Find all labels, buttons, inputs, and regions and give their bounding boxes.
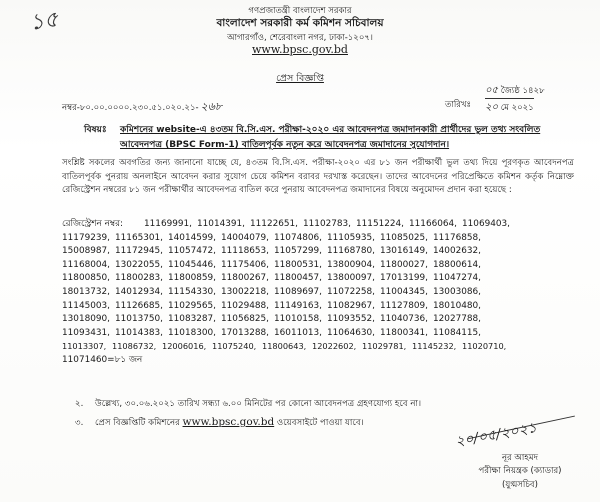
signatory-subtitle: (যুগ্মসচিব) <box>502 480 538 490</box>
memo-prefix: নম্বর-৮০.০০.০০০০.২৩০.৫১.০২০.২১- <box>62 103 199 113</box>
registration-number: 11127809, <box>380 300 428 311</box>
document-title: প্রেস বিজ্ঞপ্তি <box>276 73 324 84</box>
handwritten-serial-mark: ১৫ <box>28 7 61 36</box>
registration-number: 11082967, <box>327 300 375 311</box>
registration-row <box>62 272 577 286</box>
registration-number: 11013750, <box>115 314 163 325</box>
registration-number: 11056825, <box>221 314 269 325</box>
registration-number: 13016149, <box>380 246 428 257</box>
registration-number: 11013307, <box>62 341 107 352</box>
registration-number: 15008987, <box>62 246 110 257</box>
registration-number: 14014599, <box>168 232 216 243</box>
registration-row <box>62 300 577 314</box>
registration-number: 11145003, <box>62 300 110 311</box>
bangla-month-year: জ্যৈষ্ঠ ১৪২৮ <box>500 86 545 96</box>
registration-number: 11145232, <box>412 341 457 352</box>
registration-row <box>62 259 577 273</box>
note-number: ২. <box>75 399 84 409</box>
registration-number: 11064630, <box>327 327 375 338</box>
registration-row <box>62 340 577 354</box>
registration-number: 11014383, <box>115 327 163 338</box>
body-paragraph: সংশ্লিষ্ট সকলের অবগতির জন্য জানানো যাচ্ছে যে, ৪৩তম বি.সি.এস. পরীক্ষা-২০২০ এর ৮১ জন পরীক্ষার্থী ভুল তথ্য দিয়ে পূরণকৃত আবেদনপত্র বাতিলপূর্বক পুনরায় অনলাইনে আবেদন করার সুযোগ চেয়ে কমিশন বরাবর দরখাস্ত করেছেন। তাদের আবেদনের পরিপ্রেক্ষিতে কমিশন কর্তৃক নিম্নোক্ত রেজিস্ট্রেশন নম্বরের ৮১ জন পরীক্ষার্থীর আবেদনপত্র বাতিল করে পুনরায় আবেদনপত্র জমাদানের বিষয়ে অনুমোদন প্রদান করা হয়েছে : <box>62 158 574 196</box>
registration-number: 11165301, <box>115 232 163 243</box>
registration-number: 11175406, <box>221 259 269 270</box>
registration-number: 11093552, <box>327 314 375 325</box>
registration-number: 13800904, <box>327 259 375 270</box>
note-text: উল্লেখ্য, ৩০.০৬.২০২১ তারিখ সন্ধ্যা ৬.০০ মিনিটের পর কোনো আবেদনপত্র গ্রহণযোগ্য হবে না। <box>95 399 422 409</box>
registration-number: 11800267, <box>221 273 269 284</box>
registration-number: 11086732, <box>112 341 157 352</box>
organization-name: বাংলাদেশ সরকারী কর্ম কমিশন সচিবালয় <box>216 17 384 29</box>
registration-number: 14002632, <box>433 246 481 257</box>
registration-number: 11075240, <box>212 341 257 352</box>
registration-number: 11800643, <box>262 341 307 352</box>
english-day: ২০ <box>485 102 499 113</box>
website-link[interactable]: www.bpsc.gov.bd <box>182 416 275 428</box>
organization-address: আগারগাঁও, শেরেবাংলা নগর, ঢাকা-১২০৭। <box>227 33 373 43</box>
registration-total-row: 11071460=৮১ জন <box>62 354 143 365</box>
registration-number: 11018300, <box>168 327 216 338</box>
signature-handwritten-date: ২০/০৫/২০২১ <box>454 419 538 451</box>
date-label: তারিখঃ <box>445 100 472 110</box>
signatory-title: পরীক্ষা নিয়ন্ত্রক (ক্যাডার) <box>478 466 562 476</box>
registration-row <box>62 218 577 232</box>
registration-number: 11126685, <box>115 300 163 311</box>
note-text-after: ওয়েবসাইটে পাওয়া যাবে। <box>276 418 364 428</box>
registration-number: 11047274, <box>433 273 481 284</box>
registration-number: 13002218, <box>221 286 269 297</box>
registration-number: 11057299, <box>274 246 322 257</box>
registration-row <box>62 286 577 300</box>
registration-number: 11029565, <box>168 300 216 311</box>
registration-number: 11154330, <box>168 286 216 297</box>
note-number: ৩. <box>75 418 84 428</box>
registration-number: 11151224, <box>356 219 404 229</box>
registration-number: 11085025, <box>380 232 428 243</box>
registration-number: 11010158, <box>274 314 322 325</box>
registration-number: 11169991, <box>144 219 192 229</box>
note-text <box>95 416 364 430</box>
registration-number: 11020710, <box>462 341 507 352</box>
website-link-header[interactable]: www.bpsc.gov.bd <box>252 43 348 56</box>
registration-number: 11800341, <box>380 327 428 338</box>
registration-number: 16011013, <box>274 327 322 338</box>
registration-number: 11176858, <box>433 232 481 243</box>
government-heading: গণপ্রজাতন্ত্রী বাংলাদেশ সরকার <box>248 6 352 16</box>
english-date <box>485 98 534 117</box>
registration-number: 11168004, <box>62 259 110 270</box>
registration-number: 11166064, <box>409 219 457 229</box>
registration-number: 12006016, <box>162 341 207 352</box>
registration-number: 13018090, <box>62 314 110 325</box>
registration-number: 11093431, <box>62 327 110 338</box>
registration-number: 11045446, <box>168 259 216 270</box>
registration-row <box>62 232 577 246</box>
registration-number: 11122651, <box>250 219 298 229</box>
registration-row <box>62 327 577 341</box>
registration-number: 11168780, <box>327 246 375 257</box>
registration-row <box>62 313 577 327</box>
registration-number: 18800614, <box>433 259 481 270</box>
registration-number: 11057472, <box>168 246 216 257</box>
registration-number: 11069403, <box>462 219 510 229</box>
subject-label: বিষয়ঃ <box>84 125 107 135</box>
note-text-before: প্রেস বিজ্ঞপ্তিটি কমিশনের <box>95 418 180 428</box>
registration-number: 11800457, <box>274 273 322 284</box>
registration-number: 11040736, <box>380 314 428 325</box>
registration-number: 11029781, <box>362 341 407 352</box>
registration-number: 11172945, <box>115 246 163 257</box>
memo-number <box>62 98 222 117</box>
registration-number: 11800027, <box>380 259 428 270</box>
registration-number: 12027788, <box>433 314 481 325</box>
registration-list <box>62 218 577 368</box>
registration-number: 14012934, <box>115 286 163 297</box>
registration-number: 18010480, <box>433 300 481 311</box>
subject-text: কমিশনের website-এ ৪৩তম বি.সি.এস. পরীক্ষা-২০২০ এর আবেদনপত্র জমাদানকারী প্রার্থীদের ভুল তথ্য সংবলিত আবেদনপত্র (BPSC Form-1) বাতিলপূর্বক নতুন করে আবেদনপত্র জমাদানের সুযোগদান। <box>120 125 541 150</box>
registration-number: 11800859, <box>168 273 216 284</box>
registration-number: 11179239, <box>62 232 110 243</box>
registration-number: 11118653, <box>221 246 269 257</box>
registration-number: 14004079, <box>221 232 269 243</box>
registration-number: 11089697, <box>274 286 322 297</box>
registration-number: 11102783, <box>303 219 351 229</box>
registration-number: 11004345, <box>380 286 428 297</box>
registration-number: 12022602, <box>312 341 357 352</box>
registration-number: 11014391, <box>197 219 245 229</box>
registration-number: 11800531, <box>274 259 322 270</box>
english-month-year: মে ২০২১ <box>500 103 534 113</box>
signatory-name: নূর আহমদ <box>501 453 539 463</box>
registration-number: 11800283, <box>115 273 163 284</box>
registration-number: 18013732, <box>62 286 110 297</box>
registration-number: 13003086, <box>433 286 481 297</box>
registration-number: 13022055, <box>115 259 163 270</box>
registration-number: 11149163, <box>274 300 322 311</box>
registration-number: 11800850, <box>62 273 110 284</box>
registration-number: 17013199, <box>380 273 428 284</box>
registration-row <box>62 245 577 259</box>
registration-label: রেজিস্ট্রেশন নম্বর: <box>62 219 124 229</box>
date-block <box>485 80 560 113</box>
registration-number: 11072258, <box>327 286 375 297</box>
registration-number: 11105935, <box>327 232 375 243</box>
memo-handwritten-number: ২৬৮ <box>200 100 222 113</box>
registration-number: 17013288, <box>221 327 269 338</box>
registration-number: 11029488, <box>221 300 269 311</box>
registration-number: 11083287, <box>168 314 216 325</box>
registration-number: 11084115, <box>433 327 481 338</box>
registration-number: 13800097, <box>327 273 375 284</box>
bangla-day: ০৫ <box>485 85 498 96</box>
registration-number: 11074806, <box>274 232 322 243</box>
